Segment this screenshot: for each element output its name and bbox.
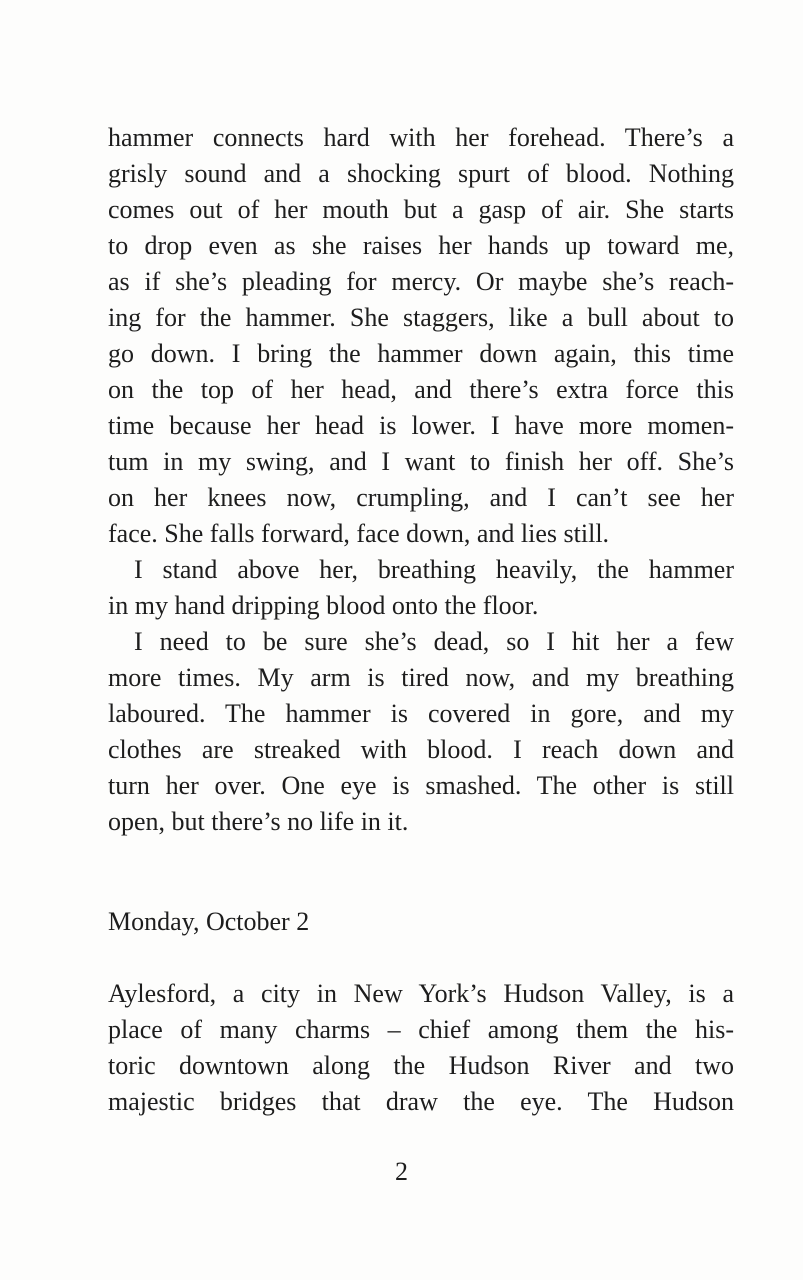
section-heading: Monday, October 2: [108, 907, 310, 936]
text-line: go down. I bring the hammer down again, this time: [108, 339, 734, 368]
text-line: to drop even as she raises her hands up toward me,: [108, 231, 734, 260]
text-line: ing for the hammer. She staggers, like a bull about to: [108, 303, 734, 332]
text-line: clothes are streaked with blood. I reach down and: [108, 735, 734, 764]
text-line: on her knees now, crumpling, and I can’t see her: [108, 483, 734, 512]
body-text-first-section: [108, 120, 734, 840]
text-line: on the top of her head, and there’s extra force this: [108, 375, 734, 404]
text-line: as if she’s pleading for mercy. Or maybe she’s reach-: [108, 267, 734, 296]
body-text-second-section: [108, 976, 734, 1120]
text-line: hammer connects hard with her forehead. There’s a: [108, 123, 734, 152]
text-line: place of many charms – chief among them the his-: [108, 1015, 734, 1044]
text-line: tum in my swing, and I want to finish her off. She’s: [108, 447, 734, 476]
text-line: turn her over. One eye is smashed. The other is still: [108, 771, 734, 800]
text-line: laboured. The hammer is covered in gore, and my: [108, 699, 734, 728]
text-line: majestic bridges that draw the eye. The Hudson: [108, 1087, 734, 1116]
text-line: I need to be sure she’s dead, so I hit her a few: [134, 627, 734, 656]
page-number: 2: [395, 1157, 408, 1186]
text-line: face. She falls forward, face down, and lies still.: [108, 519, 610, 548]
text-line: more times. My arm is tired now, and my breathing: [108, 663, 734, 692]
text-line: comes out of her mouth but a gasp of air. She starts: [108, 195, 734, 224]
text-line: time because her head is lower. I have more momen-: [108, 411, 734, 440]
text-line: grisly sound and a shocking spurt of blood. Nothing: [108, 159, 734, 188]
text-line: in my hand dripping blood onto the floor.: [108, 591, 539, 620]
text-line: toric downtown along the Hudson River and two: [108, 1051, 734, 1080]
text-line: I stand above her, breathing heavily, the hammer: [134, 555, 734, 584]
text-line: open, but there’s no life in it.: [108, 807, 409, 836]
text-line: Aylesford, a city in New York’s Hudson Valley, is a: [108, 979, 734, 1008]
